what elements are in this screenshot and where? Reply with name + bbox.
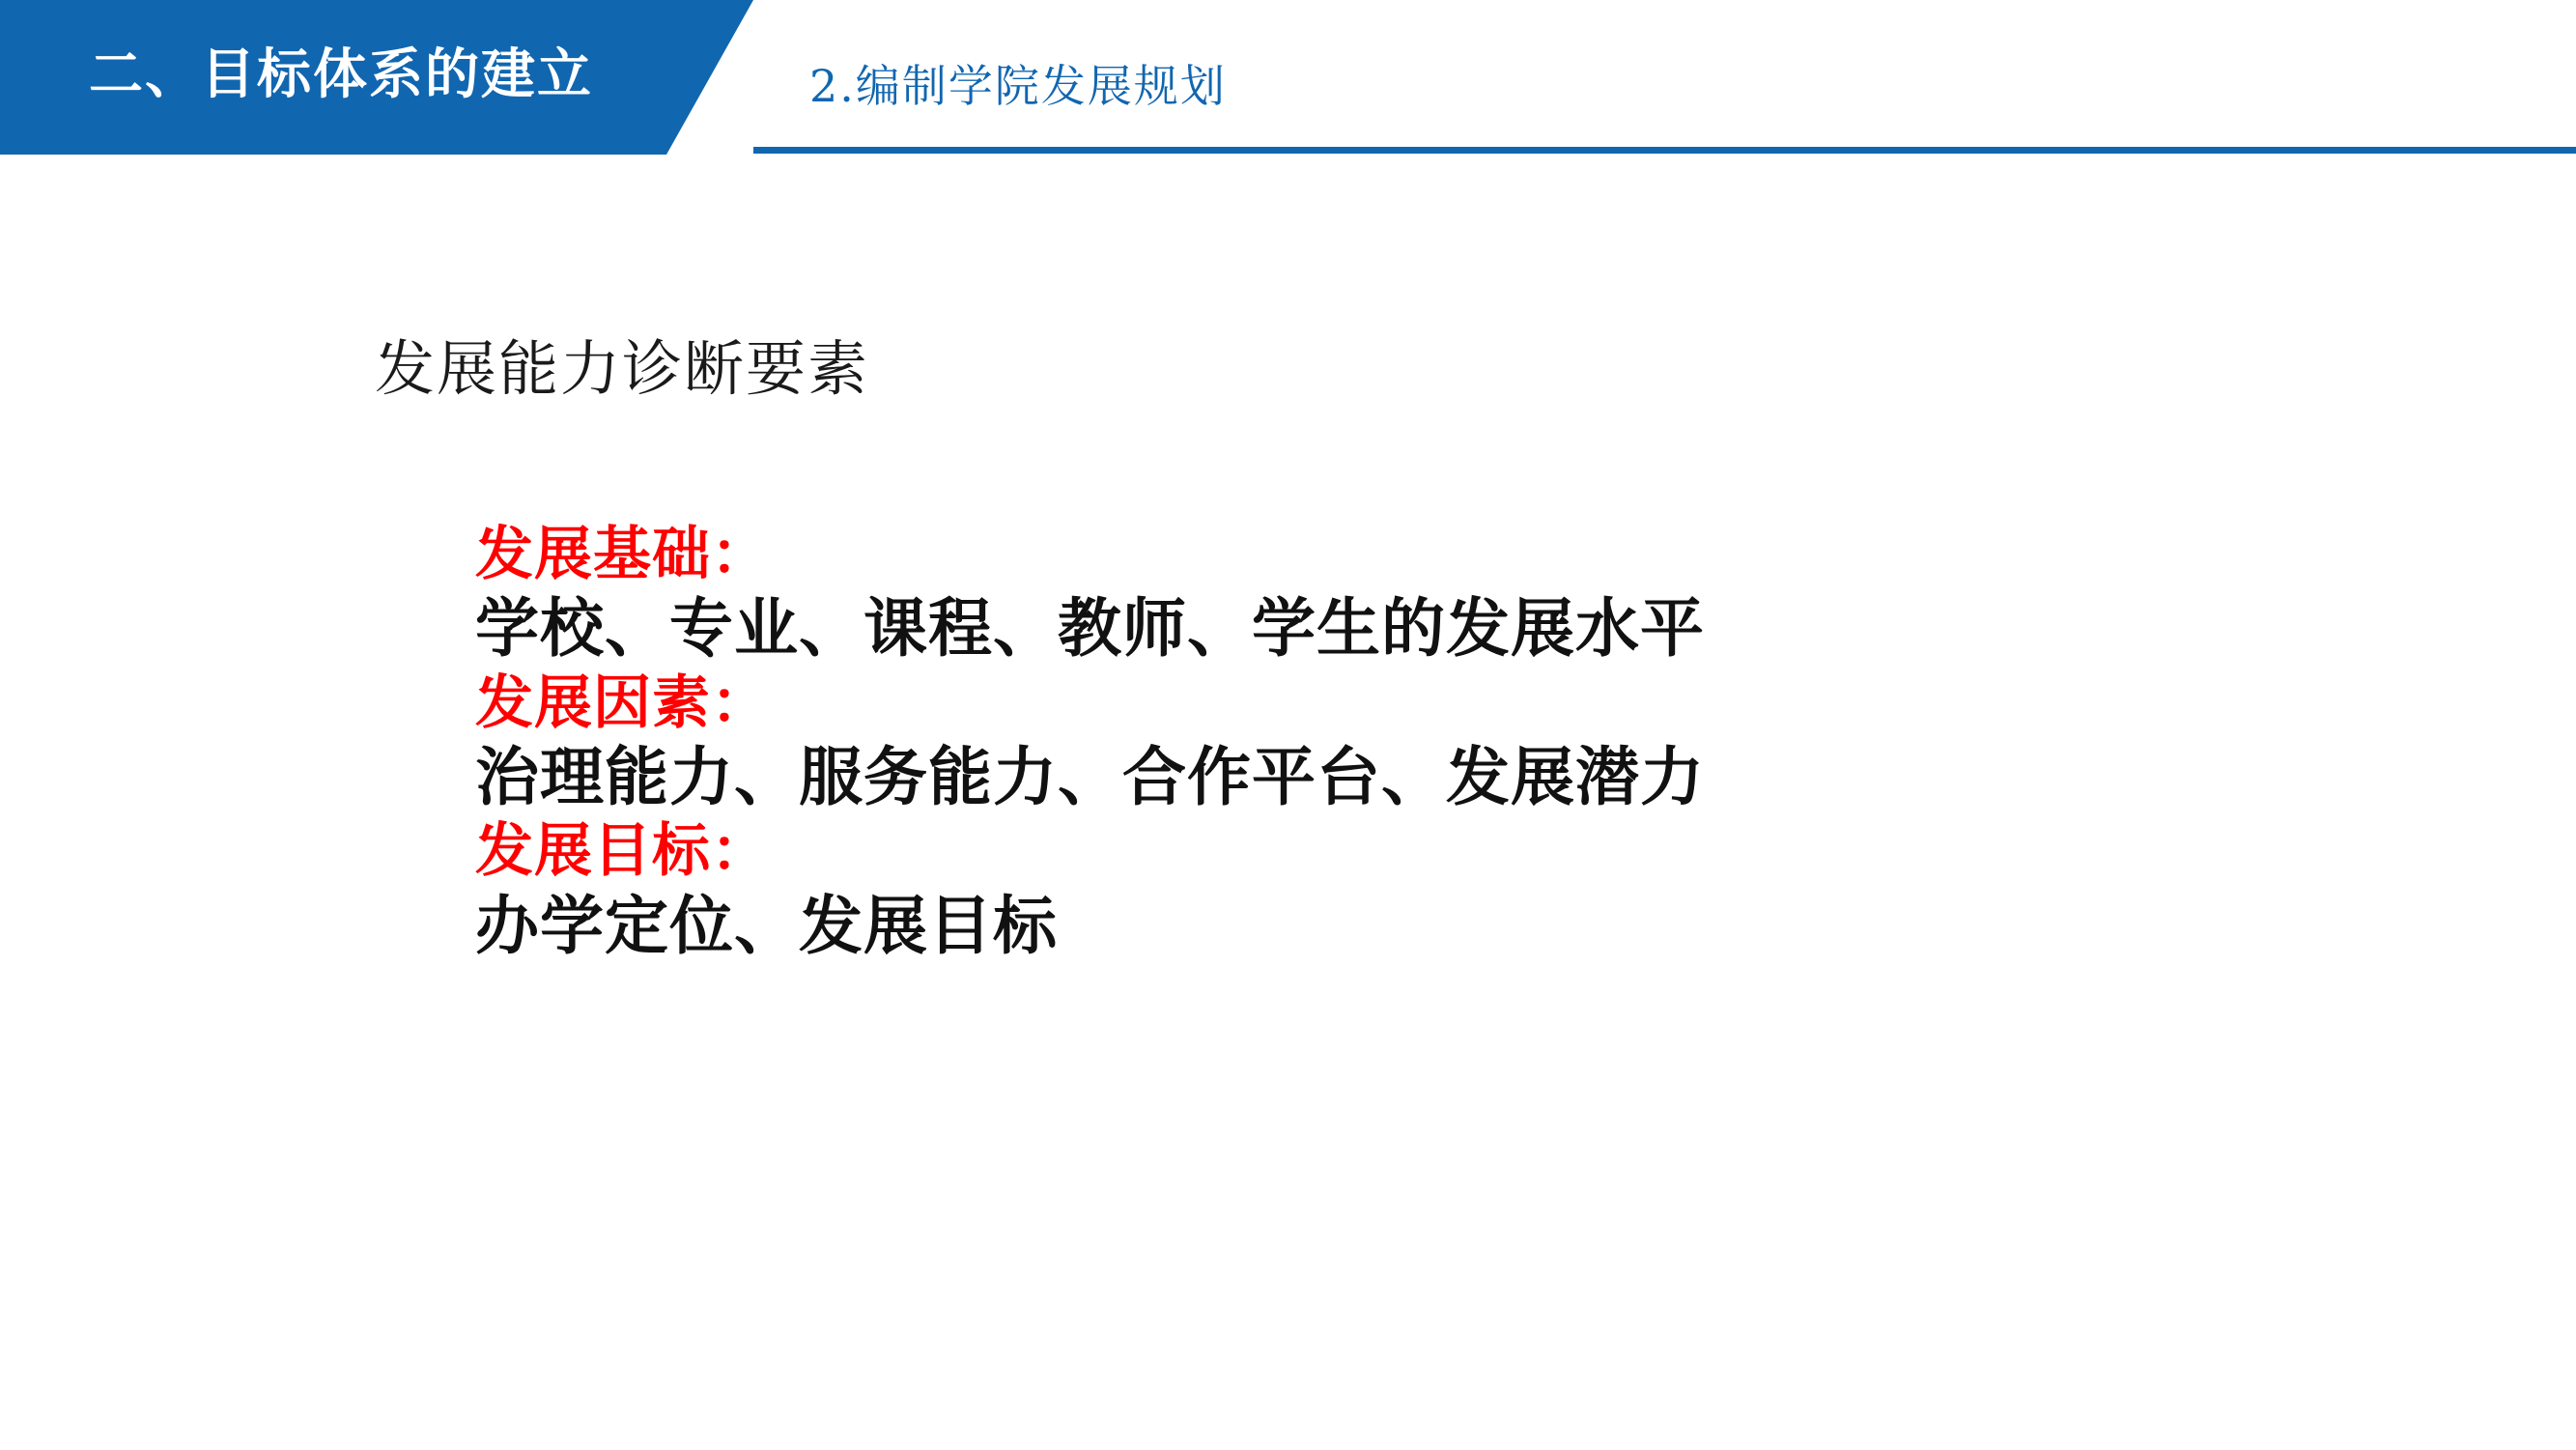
group-label-development-goals: 发展目标： <box>475 817 770 886</box>
header-divider <box>753 147 2576 154</box>
group-label-development-foundation: 发展基础： <box>475 521 770 588</box>
subsection-title: 2.编制学院发展规划 <box>809 60 1227 112</box>
group-label-development-factors: 发展因素： <box>475 668 770 737</box>
diagnostic-factor-list <box>475 520 2310 965</box>
group-text-development-goals: 办学定位、发展目标 <box>475 888 1058 963</box>
section-tab-label: 二、目标体系的建立 <box>89 43 593 106</box>
slide-body <box>0 172 2576 1450</box>
slide-header <box>0 0 2576 172</box>
group-text-development-factors: 治理能力、服务能力、合作平台、发展潜力 <box>475 739 1705 814</box>
lead-title: 发展能力诊断要素 <box>375 333 870 404</box>
group-text-development-foundation: 学校、专业、课程、教师、学生的发展水平 <box>475 591 1705 667</box>
